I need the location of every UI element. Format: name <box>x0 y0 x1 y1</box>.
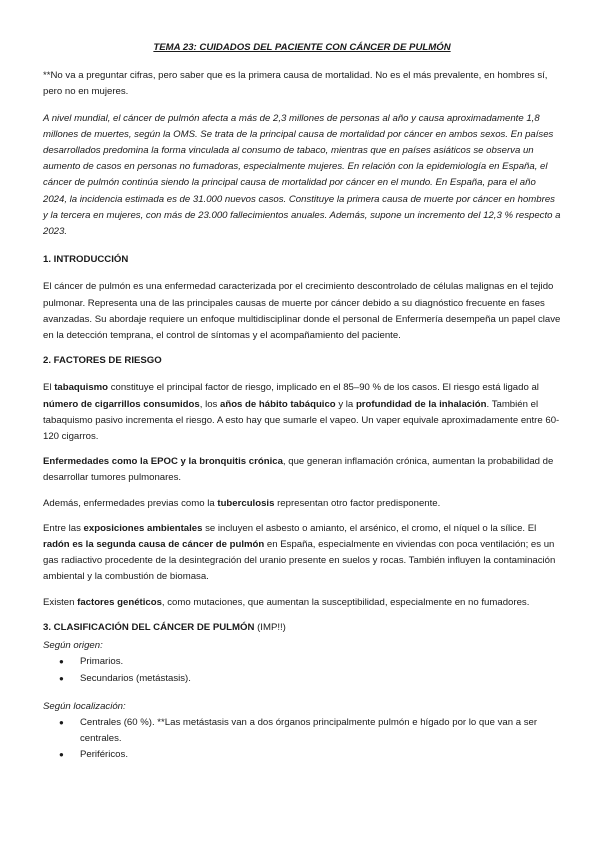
origin-label: Según origen: <box>43 640 103 652</box>
document-page <box>43 40 561 776</box>
origin-list <box>43 654 561 686</box>
risk-paragraph-genetics: Existen factores genéticos, como mutaciones, que aumentan la susceptibilidad, especialmente en no fumadores. <box>43 596 530 608</box>
list-item: ● Primarios. <box>43 654 561 670</box>
location-label: Según localización: <box>43 700 126 712</box>
introduction-paragraph: El cáncer de pulmón es una enfermedad caracterizada por el crecimiento descontrolado de células malignas en el tejido pulmonar. Representa una de las principales causas de muerte por cáncer debido a su diagnóstico frecuente en fases avanzadas. Su abordaje requiere un enfoque multidisciplinar donde el personal de Enfermería desempeña un papel clave en la detección temprana, el control de síntomas y el acompañamiento del paciente. <box>43 281 561 342</box>
page-title: TEMA 23: CUIDADOS DEL PACIENTE CON CÁNCER DE PULMÓN <box>153 42 451 53</box>
risk-paragraph-tuberculosis: Además, enfermedades previas como la tuberculosis representan otro factor predisponente. <box>43 497 441 509</box>
teacher-note: **No va a preguntar cifras, pero saber que es la primera causa de mortalidad. No es el más prevalente, en hombres sí, pero no en mujeres. <box>43 70 548 98</box>
list-item: ● Periféricos. <box>43 747 561 763</box>
intro-paragraph: A nivel mundial, el cáncer de pulmón afecta a más de 2,3 millones de personas al año y causa aproximadamente 1,8 millones de muertes, según la OMS. Se trata de la principal causa de mortalidad por cáncer en ambos sexos. En países desarrollados predomina la forma vinculada al consumo de tabaco, mientras que en países asiáticos se observa un aumento de casos en personas no fumadoras, especialmente mujeres. En relación con la epidemiología en España, el cáncer de pulmón continúa siendo la principal causa de mortalidad por cáncer en el mundo. En España, para el año 2024, la incidencia estimada es de 31.000 nuevos casos. Constituye la primera causa de muerte por cáncer en hombres y la tercera en mujeres, con más de 23.000 fallecimientos anuales. Además, supone un incremento del 12,3 % respecto a 2023. <box>43 112 561 238</box>
section-heading-introduction: 1. INTRODUCCIÓN <box>43 254 129 266</box>
risk-paragraph-smoking: El tabaquismo constituye el principal factor de riesgo, implicado en el 85–90 % de los casos. El riesgo está ligado al número de cigarrillos consumidos, los años de hábito tabáquico y la profundidad de la inhalación. También el tabaquismo pasivo incrementa el riesgo. A esto hay que sumarle el vapeo. Un vaper equivale aproximadamente entre 60-120 cigarros. <box>43 382 560 443</box>
section-heading-classification: 3. CLASIFICACIÓN DEL CÁNCER DE PULMÓN (IMP!!) <box>43 621 286 633</box>
location-list <box>43 715 561 764</box>
list-item: ● Secundarios (metástasis). <box>43 671 561 687</box>
risk-paragraph-epoc: Enfermedades como la EPOC y la bronquitis crónica, que generan inflamación crónica, aumentan la probabilidad de desarrollar tumores pulmonares. <box>43 456 554 484</box>
risk-paragraph-environment: Entre las exposiciones ambientales se incluyen el asbesto o amianto, el arsénico, el cromo, el níquel o la sílice. El radón es la segunda causa de cáncer de pulmón en España, especialmente en viviendas con poca ventilación; es un gas radiactivo procedente de la desintegración del uranio presente en suelos y rocas. También influyen la contaminación ambiental y la combustión de biomasa. <box>43 522 556 583</box>
section-heading-risk-factors: 2. FACTORES DE RIESGO <box>43 355 162 367</box>
list-item: ● Centrales (60 %). **Las metástasis van a dos órganos principalmente pulmón e hígado por lo que van a ser centrales. <box>43 715 561 747</box>
